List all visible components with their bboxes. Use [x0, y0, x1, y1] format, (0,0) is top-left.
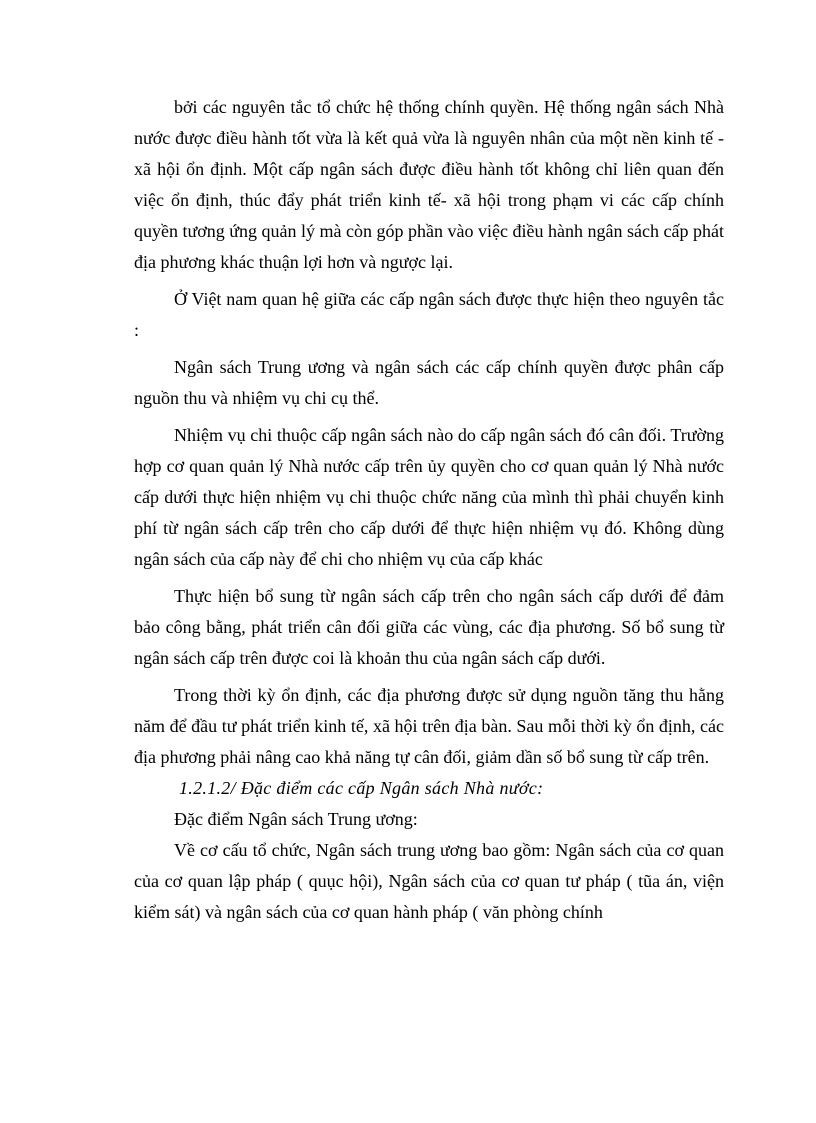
subheading-central-budget: Đặc điểm Ngân sách Trung ương: — [174, 809, 418, 829]
section-heading: 1.2.1.2/ Đặc điểm các cấp Ngân sách Nhà nước: — [179, 778, 544, 798]
paragraph-budget-relations: Ở Việt nam quan hệ giữa các cấp ngân sách được thực hiện theo nguyên tắc : — [134, 289, 724, 340]
paragraph-stability-period: Trong thời kỳ ổn định, các địa phương được sử dụng nguồn tăng thu hằng năm để đầu tư phát triển kinh tế, xã hội trên địa bàn. Sau mỗi thời kỳ ổn định, các địa phương phải nâng cao khả năng tự cân đối, giảm dần số bổ sung từ cấp trên. — [134, 685, 724, 767]
document-page — [134, 92, 724, 928]
paragraph-spending-duties: Nhiệm vụ chi thuộc cấp ngân sách nào do cấp ngân sách đó cân đối. Trường hợp cơ quan quản lý Nhà nước cấp trên ủy quyền cho cơ quan quản lý Nhà nước cấp dưới thực hiện nhiệm vụ chi thuộc chức năng của mình thì phải chuyển kinh phí từ ngân sách cấp trên cho cấp dưới để thực hiện nhiệm vụ đó. Không dùng ngân sách của cấp này để chi cho nhiệm vụ của cấp khác — [134, 425, 724, 569]
paragraph-supplements: Thực hiện bổ sung từ ngân sách cấp trên cho ngân sách cấp dưới để đảm bảo công bằng, phát triển cân đối giữa các vùng, các địa phương. Số bổ sung từ ngân sách cấp trên được coi là khoản thu của ngân sách cấp dưới. — [134, 586, 724, 668]
paragraph-central-structure: Về cơ cấu tổ chức, Ngân sách trung ương bao gồm: Ngân sách của cơ quan của cơ quan lập pháp ( quục hội), Ngân sách của cơ quan tư pháp ( tũa án, viện kiểm sát) và ngân sách của cơ quan hành pháp ( văn phòng chính — [134, 840, 724, 922]
paragraph-fiscal-system: bởi các nguyên tắc tổ chức hệ thống chính quyền. Hệ thống ngân sách Nhà nước được điều hành tốt vừa là kết quả vừa là nguyên nhân của một nền kinh tế - xã hội ổn định. Một cấp ngân sách được điều hành tốt không chỉ liên quan đến việc ổn định, thúc đẩy phát triển kinh tế- xã hội trong phạm vi các cấp chính quyền tương ứng quản lý mà còn góp phần vào việc điều hành ngân sách cấp phát địa phương khác thuận lợi hơn và ngược lại. — [134, 97, 724, 272]
paragraph-revenue-allocation: Ngân sách Trung ương và ngân sách các cấp chính quyền được phân cấp nguồn thu và nhiệm vụ chi cụ thể. — [134, 357, 724, 408]
